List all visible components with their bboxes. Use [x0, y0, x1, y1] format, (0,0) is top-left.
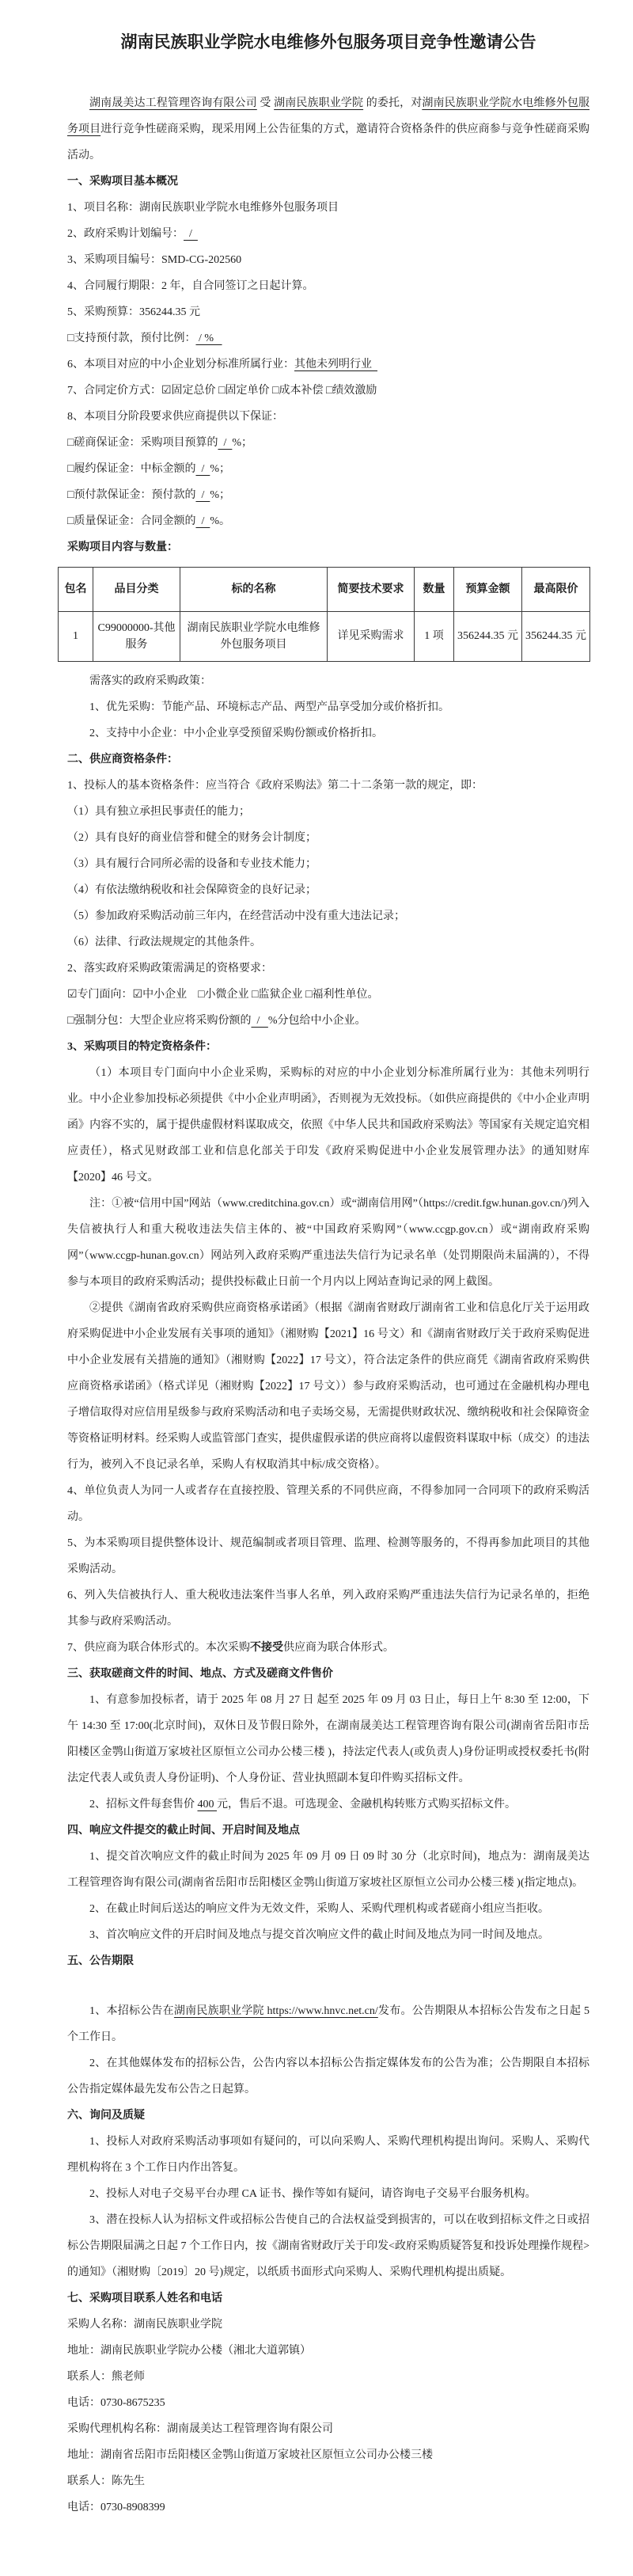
col-max-price: 最高限价: [522, 567, 590, 611]
checkbox-label: □强制分包：大型企业应将采购份额的: [67, 1014, 252, 1027]
buyer-name: 湖南民族职业学院: [274, 97, 364, 109]
buyer-contact-line: 联系人：熊老师: [67, 2370, 145, 2383]
section-3-heading: 三、获取磋商文件的时间、地点、方式及磋商文件售价: [67, 1667, 333, 1680]
qualification-item-4: 4、单位负责人为同一人或者存在直接控股、管理关系的不同供应商，不得参加同一合同项下的政府采购活动。: [67, 1484, 589, 1523]
checkbox-label: □履约保证金：中标金额的: [67, 462, 196, 475]
blank-field: /: [195, 515, 210, 527]
blank-field: /: [184, 227, 198, 240]
blank-field: / %: [195, 332, 222, 344]
cell-subject: 湖南民族职业学院水电维修外包服务项目: [180, 611, 328, 661]
buyer-name-line: 采购人名称：湖南民族职业学院: [67, 2318, 222, 2331]
qualification-intro: 1、投标人的基本资格条件：应当符合《政府采购法》第二十二条第一款的规定，即：: [67, 779, 483, 792]
section-6-heading: 六、询问及质疑: [67, 2109, 145, 2122]
late-submission-paragraph: 2、在截止时间后送达的响应文件为无效文件，采购人、采购代理机构或者磋商小组应当拒收。: [89, 1902, 549, 1915]
item-label: 6、本项目对应的中小企业划分标准所属行业：: [67, 358, 294, 370]
blank-field: /: [251, 1014, 268, 1027]
cell-category: C99000000-其他服务: [93, 611, 180, 661]
page-title: 湖南民族职业学院水电维修外包服务项目竞争性邀请公告: [120, 32, 536, 51]
qualification-item-5: 5、为本采购项目提供整体设计、规范编制或者项目管理、监理、检测等服务的，不得再参加此项目的其他采购活动。: [67, 1537, 589, 1575]
intro-text: 受: [256, 97, 275, 109]
basic-qualification-6: （6）法律、行政法规规定的其他条件。: [67, 936, 261, 948]
intro-text: 的委托，对: [363, 97, 423, 109]
item-project-name: 1、项目名称：湖南民族职业学院水电维修外包服务项目: [67, 201, 339, 214]
section-4-heading: 四、响应文件提交的截止时间、开启时间及地点: [67, 1824, 300, 1837]
checkbox-label: □质量保证金：合同金额的: [67, 515, 196, 527]
inquiry-paragraph-1: 1、投标人对政府采购活动事项如有疑问的，可以向采购人、采购代理机构提出询问。采购人、采购代理机构将在 3 个工作日内作出答复。: [67, 2135, 589, 2174]
basic-qualification-3: （3）具有履行合同所必需的设备和专业技术能力；: [67, 857, 316, 870]
item-prepayment-checkbox: [67, 325, 589, 351]
blank-field: /: [195, 462, 210, 475]
blank-field: /: [195, 488, 210, 501]
table-row: [59, 611, 590, 661]
cell-quantity: 1 项: [415, 611, 454, 661]
section-7-heading: 七、采购项目联系人姓名和电话: [67, 2292, 222, 2304]
policy-item-2: 2、支持中小企业：中小企业享受预留采购份额或价格折扣。: [89, 727, 383, 739]
item-budget: 5、采购预算：356244.35 元: [67, 306, 200, 318]
other-media-paragraph: 2、在其他媒体发布的招标公告，公告内容以本招标公告指定媒体发布的公告为准；公告期限自本招标公告指定媒体最先发布公告之日起算。: [67, 2057, 589, 2095]
item-label: 2、政府采购计划编号：: [67, 227, 184, 240]
item-suffix: %。: [210, 515, 231, 527]
basic-qualification-2: （2）具有良好的商业信誉和健全的财务会计制度；: [67, 831, 316, 844]
intro-text: 进行竞争性磋商采购，现采用网上公告征集的方式，邀请符合资格条件的供应商参与竞争性磋商采购活动。: [67, 123, 590, 161]
agency-name-line: 采购代理机构名称：湖南晟美达工程管理咨询有限公司: [67, 2422, 333, 2435]
col-budget: 预算金额: [454, 567, 522, 611]
policy-qualification-checkboxes: ☑专门面向：☑中小企业 □小微企业 □监狱企业 □福利性单位。: [67, 988, 379, 1001]
item-text: 2、招标文件每套售价: [89, 1798, 198, 1810]
agency-contact-line: 联系人：陈先生: [67, 2475, 145, 2487]
item-text: 元，售后不退。可选现金、金融机构转账方式购买招标文件。: [217, 1798, 516, 1810]
blank-line: [67, 1974, 589, 1998]
guarantee-performance: [67, 456, 589, 482]
guarantee-quality: [67, 508, 589, 534]
col-quantity: 数量: [415, 567, 454, 611]
no-consortium-emphasis: 不接受: [250, 1641, 283, 1654]
item-suffix: %；: [210, 462, 231, 475]
item-suffix: %分包给中小企业。: [267, 1014, 366, 1027]
buyer-phone-line: 电话：0730-8675235: [67, 2396, 165, 2409]
cell-tech-req: 详见采购需求: [328, 611, 415, 661]
agency-address-line: 地址：湖南省岳阳市岳阳楼区金鹗山街道万家坡社区原恒立公司办公楼三楼: [67, 2449, 433, 2461]
item-text: 7、供应商为联合体形式的。本次采购: [67, 1641, 250, 1654]
item-industry: [67, 351, 589, 378]
blank-field: /: [218, 436, 233, 449]
project-name: 湖南民族职业学院水电维修外包服务项目: [67, 97, 590, 135]
table-header-row: [59, 567, 590, 611]
opening-time-paragraph: 3、首次响应文件的开启时间及地点与提交首次响应文件的截止时间及地点为同一时间及地点。: [89, 1928, 549, 1941]
announcement-site-link[interactable]: 湖南民族职业学院 https://www.hnvc.net.cn/: [173, 2004, 378, 2017]
specific-qualification-heading: 3、采购项目的特定资格条件：: [67, 1040, 217, 1053]
checkbox-label: □支持预付款，预付比例：: [67, 332, 196, 344]
item-text: 1、本招标公告在: [89, 2004, 174, 2017]
inquiry-paragraph-2: 2、投标人对电子交易平台办理 CA 证书、操作等如有疑问，请咨询电子交易平台服务机构。: [89, 2187, 536, 2200]
item-text: 发布。公告期限从本招标公告发布之日起 5 个工作日。: [67, 2004, 590, 2043]
industry-value: 其他未列明行业: [294, 358, 377, 370]
announcement-media-paragraph: [67, 1998, 589, 2050]
specific-qualification-paragraph: （1）本项目专门面向中小企业采购，采购标的对应的中小企业划分标准所属行业为：其他未列明行业。中小企业参加投标必须提供《中小企业声明函》，否则视为无效投标。（如供应商提供的《中小企业声明函》内容不实的，属于提供虚假材料谋取成交，依照《中华人民共和国政府采购法》等国家有关规定追究相应责任），格式见财政部工业和信息化部关于印发《政府采购促进中小企业发展管理办法》的通知财库【2020】46 号文。: [67, 1066, 589, 1184]
cell-package: 1: [59, 611, 93, 661]
note-2-paragraph: ②提供《湖南省政府采购供应商资格承诺函》（根据《湖南省财政厅湖南省工业和信息化厅关于运用政府采购促进中小企业发展有关事项的通知》（湘财购【2021】16 号文）和《湖南省财政厅关于政府采购促进中小企业发展有关措施的通知》（湘财购【2022】17 号文），符合法定条件的供应商凭《湖南省政府采购供应商资格承诺函》（格式详见（湘财购【2022】17 号文））参与政府采购活动，也可通过在金融机构办理电子增信取得对应信用星级参与政府采购活动和电子卖场交易，无需提供财政状况、缴纳税收和社会保障资金等资格证明材料。经采购人或监管部门查实，提供虚假承诺的供应商将以虚假资料谋取中标（成交）的违法行为，被列入不良记录名单，采购人有权取消其中标/成交资格）。: [67, 1301, 589, 1471]
table-title: 采购项目内容与数量：: [67, 541, 178, 553]
item-project-number: 3、采购项目编号：SMD-CG-202560: [67, 253, 242, 266]
deadline-paragraph: 1、提交首次响应文件的截止时间为 2025 年 09 月 09 日 09 时 30 分（北京时间)，地点为：湖南晟美达工程管理咨询有限公司(湖南省岳阳市岳阳楼区金鹗山街道万家坡社区原恒立公司办公楼三楼 )(指定地点)。: [67, 1850, 589, 1889]
note-1-paragraph: 注：①被“信用中国”网站（www.creditchina.gov.cn）或“湖南信用网”（https://credit.fgw.hunan.gov.cn/)列入失信被执行人和重大税收违法失信主体的、被“中国政府采购网”（www.ccgp.gov.cn）或“湖南政府采购网”（www.ccgp-hunan.gov.cn）网站列入政府采购严重违法失信行为记录名单（处罚期限尚未届满的），不得参与本项目的政府采购活动；提供投标截止日前一个月内以上网站查询记录的网上截图。: [67, 1197, 589, 1288]
policy-item-1: 1、优先采购：节能产品、环境标志产品、两型产品享受加分或价格折扣。: [89, 701, 449, 713]
section-5-heading: 五、公告期限: [67, 1955, 134, 1967]
buyer-address-line: 地址：湖南民族职业学院办公楼（湘北大道郭镇）: [67, 2344, 311, 2357]
policy-qualification-intro: 2、落实政府采购政策需满足的资格要求：: [67, 962, 272, 975]
item-plan-number: [67, 221, 589, 247]
item-pricing-method: 7、合同定价方式：☑固定总价 □固定单价 □成本补偿 □绩效激励: [67, 384, 377, 397]
section-2-heading: 二、供应商资格条件：: [67, 753, 178, 766]
item-contract-term: 4、合同履行期限：2 年，自合同签订之日起计算。: [67, 279, 314, 292]
item-suffix: %；: [210, 488, 231, 501]
document-price-value: 400: [197, 1798, 217, 1810]
col-subject: 标的名称: [180, 567, 328, 611]
agency-phone-line: 电话：0730-8908399: [67, 2501, 165, 2513]
col-tech-req: 简要技术要求: [328, 567, 415, 611]
qualification-item-7: [67, 1635, 589, 1661]
basic-qualification-5: （5）参加政府采购活动前三年内，在经营活动中没有重大违法记录；: [67, 910, 405, 922]
guarantee-prepayment: [67, 482, 589, 508]
item-suffix: %；: [232, 436, 253, 449]
section-1-heading: 一、采购项目基本概况: [67, 175, 178, 188]
basic-qualification-4: （4）有依法缴纳税收和社会保障资金的良好记录；: [67, 883, 316, 896]
item-guarantees-intro: 8、本项目分阶段要求供应商提供以下保证：: [67, 410, 283, 423]
checkbox-label: □磋商保证金：采购项目预算的: [67, 436, 218, 449]
qualification-item-6: 6、列入失信被执行人、重大税收违法案件当事人名单，列入政府采购严重违法失信行为记录名单的，拒绝其参与政府采购活动。: [67, 1589, 589, 1628]
basic-qualification-1: （1）具有独立承担民事责任的能力；: [67, 805, 250, 818]
col-category: 品目分类: [93, 567, 180, 611]
document-price-paragraph: [67, 1791, 589, 1818]
subcontract-checkbox: [67, 1008, 589, 1034]
procurement-items-table: [58, 567, 590, 662]
checkbox-label: □预付款保证金：预付款的: [67, 488, 196, 501]
agency-name: 湖南晟美达工程管理咨询有限公司: [89, 97, 257, 109]
item-text: 供应商为联合体形式。: [283, 1641, 394, 1654]
document-obtain-paragraph: 1、有意参加投标者，请于 2025 年 08 月 27 日 起至 2025 年 09 月 03 日止，每日上午 8:30 至 12:00，下午 14:30 至 17:00(北京时间)，双休日及节假日除外，在湖南晟美达工程管理咨询有限公司(湖南省岳阳市岳阳楼区金鹗山街道万家坡社区原恒立公司办公楼三楼 )，持法定代表人(或负责人)身份证明或授权委托书(附法定代表人或负责人身份证明)、个人身份证、营业执照副本复印件购买招标文件。: [67, 1693, 589, 1784]
intro-paragraph: [67, 90, 589, 169]
inquiry-paragraph-3: 3、潜在投标人认为招标文件或招标公告使自己的合法权益受到损害的，可以在收到招标文件之日或招标公告期限届满之日起 7 个工作日内，按《湖南省财政厅关于印发<政府采购质疑答复和投诉处理操作规程>的通知》（湘财购〔2019〕20 号)规定，以纸质书面形式向采购人、采购代理机构提出质疑。: [67, 2213, 589, 2278]
cell-budget: 356244.35 元: [454, 611, 522, 661]
cell-max-price: 356244.35 元: [522, 611, 590, 661]
policy-title: 需落实的政府采购政策：: [89, 674, 211, 687]
guarantee-negotiation: [67, 430, 589, 456]
col-package: 包名: [59, 567, 93, 611]
